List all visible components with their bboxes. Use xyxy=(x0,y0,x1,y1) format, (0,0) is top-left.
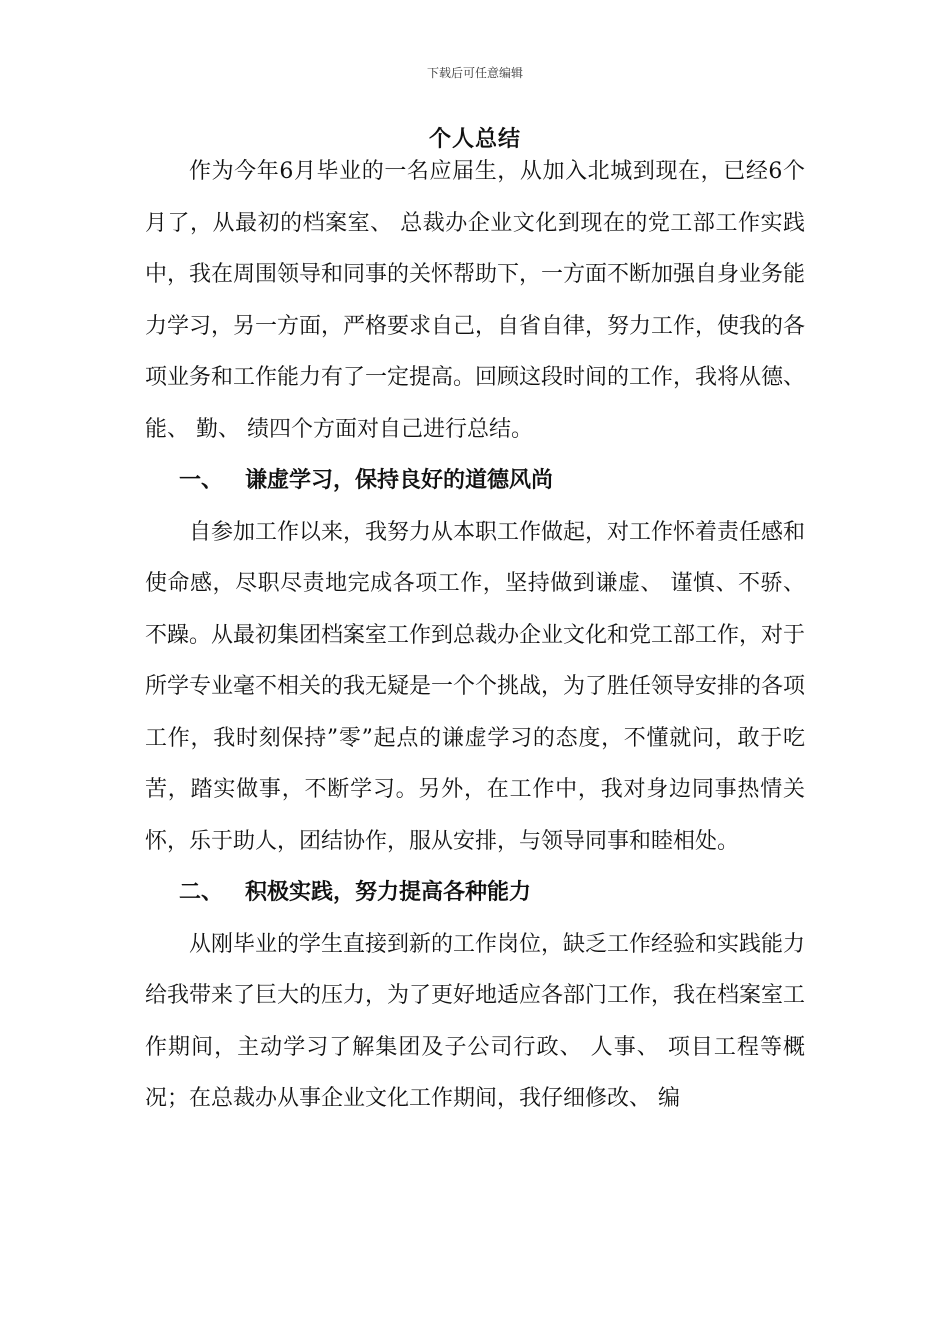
document-title: 个人总结 xyxy=(428,126,521,152)
section-heading xyxy=(145,867,805,919)
section-number: 二、 xyxy=(179,879,224,905)
section-number: 一、 xyxy=(179,467,224,493)
section-heading-text: 积极实践，努力提高各种能力 xyxy=(245,879,532,905)
page-header-note: 下载后可任意编辑 xyxy=(426,66,523,80)
section-paragraph: 从刚毕业的学生直接到新的工作岗位，缺乏工作经验和实践能力给我带来了巨大的压力，为了更好地适应各部门工作，我在档案室工作期间，主动学习了解集团及子公司行政、 人事、 项目工程等概况；在总裁办从事企业文化工作期间，我仔细修改、 编 xyxy=(145,931,806,1111)
document-body xyxy=(145,146,805,1125)
section-heading xyxy=(145,455,805,507)
intro-paragraph: 作为今年6月毕业的一名应届生，从加入北城到现在，已经6个月了，从最初的档案室、 总裁办企业文化到现在的党工部工作实践中，我在周围领导和同事的关怀帮助下，一方面不断加强自身业务能力学习，另一方面，严格要求自己，自省自律，努力工作，使我的各项业务和工作能力有了一定提高。回顾这段时间的工作，我将从德、 能、 勤、 绩四个方面对自己进行总结。 xyxy=(145,159,806,442)
section-paragraph: 自参加工作以来，我努力从本职工作做起，对工作怀着责任感和使命感，尽职尽责地完成各项工作，坚持做到谦虚、 谨慎、不骄、 不躁。从最初集团档案室工作到总裁办企业文化和党工部工作，对于所学专业毫不相关的我无疑是一个个挑战，为了胜任领导安排的各项工作，我时刻保持”零”起点的谦虚学习的态度，不懂就问，敢于吃苦，踏实做事，不断学习。另外，在工作中，我对身边同事热情关怀，乐于助人，团结协作，服从安排，与领导同事和睦相处。 xyxy=(145,519,806,854)
section-heading-text: 谦虚学习，保持良好的道德风尚 xyxy=(245,467,554,493)
